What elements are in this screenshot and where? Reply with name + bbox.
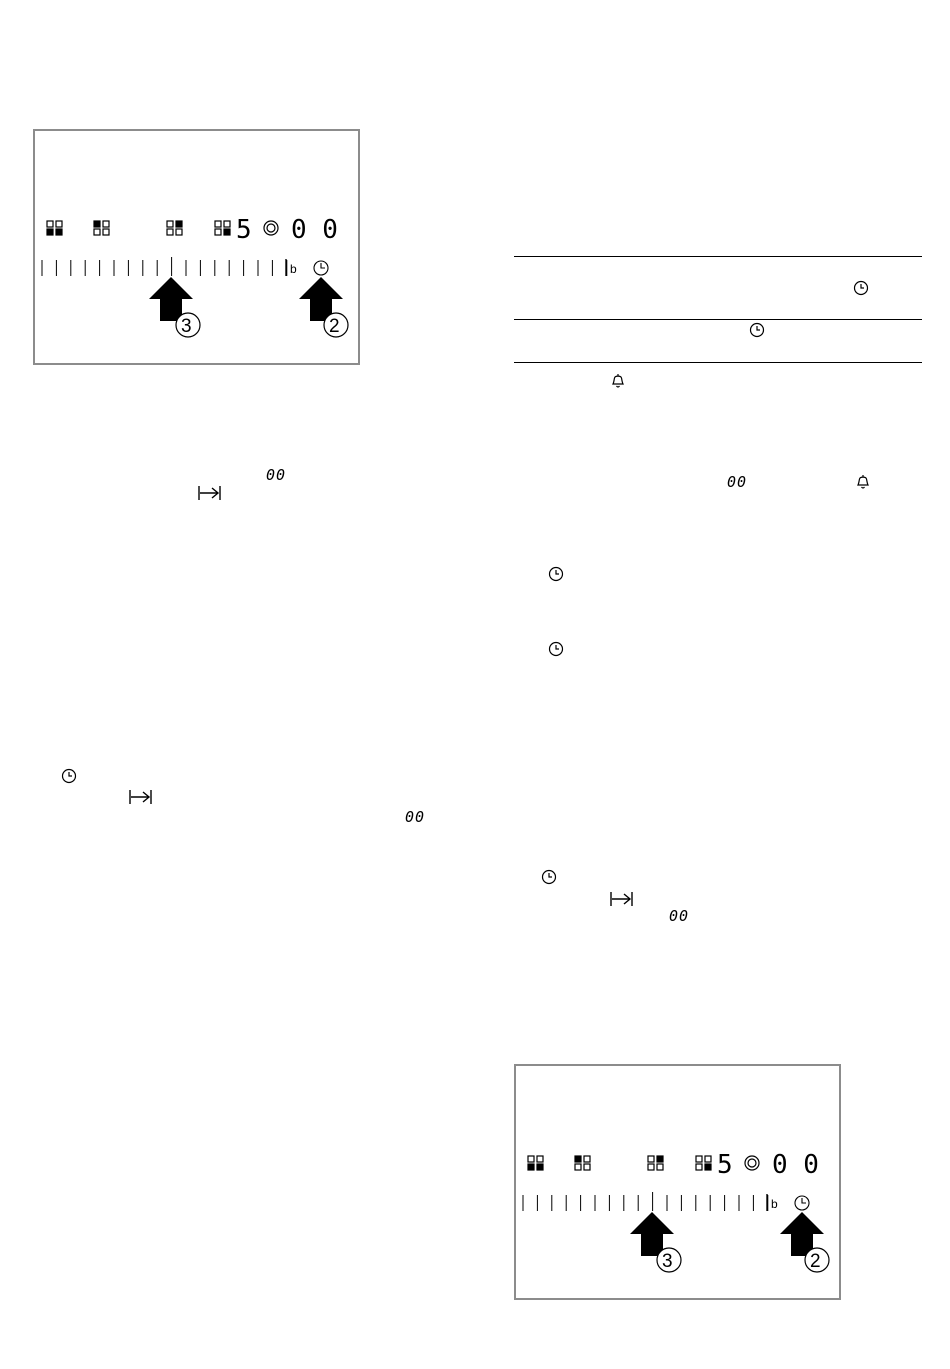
bell-icon	[610, 372, 626, 390]
zone-indicator-2	[94, 221, 109, 235]
table-rule-top	[514, 256, 922, 257]
zone-indicator-1	[47, 221, 62, 235]
timer-display-symbol: 00	[727, 473, 748, 491]
clock-icon	[541, 869, 557, 885]
clock-icon	[548, 566, 564, 582]
callout-3-label: 3	[181, 316, 192, 337]
slider-end-label: b	[771, 1197, 778, 1211]
arrow-to-bar-icon	[198, 485, 222, 501]
timer-digits: 0 0	[291, 215, 338, 245]
clock-icon	[853, 280, 869, 296]
power-level-digit: 5	[717, 1150, 733, 1180]
callout-3-label: 3	[662, 1251, 673, 1272]
panel-2-graphic	[516, 1066, 843, 1302]
timer-display-symbol: 00	[266, 466, 287, 484]
clock-icon	[749, 322, 765, 338]
clock-icon	[795, 1196, 809, 1210]
clock-icon	[314, 261, 328, 275]
timer-digits: 0 0	[772, 1150, 819, 1180]
ring-icon	[745, 1156, 759, 1170]
zone-indicator-4	[696, 1156, 711, 1170]
bell-icon	[855, 473, 871, 491]
slider-end-label: b	[290, 262, 297, 276]
panel-1-graphic	[35, 131, 362, 367]
zone-indicator-2	[575, 1156, 590, 1170]
callout-2-label: 2	[810, 1251, 821, 1272]
table-rule-bottom	[514, 362, 922, 363]
slider-scale	[523, 1192, 768, 1211]
table-rule-middle	[514, 319, 922, 320]
arrow-to-bar-icon	[129, 789, 153, 805]
power-level-digit: 5	[236, 215, 252, 245]
callout-2-label: 2	[329, 316, 340, 337]
zone-indicator-1	[528, 1156, 543, 1170]
ring-icon	[264, 221, 278, 235]
zone-indicator-4	[215, 221, 230, 235]
slider-scale	[42, 257, 287, 276]
control-panel-diagram-2	[514, 1064, 841, 1300]
zone-indicator-3	[167, 221, 182, 235]
timer-display-symbol: 00	[405, 808, 426, 826]
clock-icon	[548, 641, 564, 657]
arrow-to-bar-icon	[610, 891, 634, 907]
clock-icon	[61, 768, 77, 784]
zone-indicator-3	[648, 1156, 663, 1170]
control-panel-diagram-1	[33, 129, 360, 365]
timer-display-symbol: 00	[669, 907, 690, 925]
